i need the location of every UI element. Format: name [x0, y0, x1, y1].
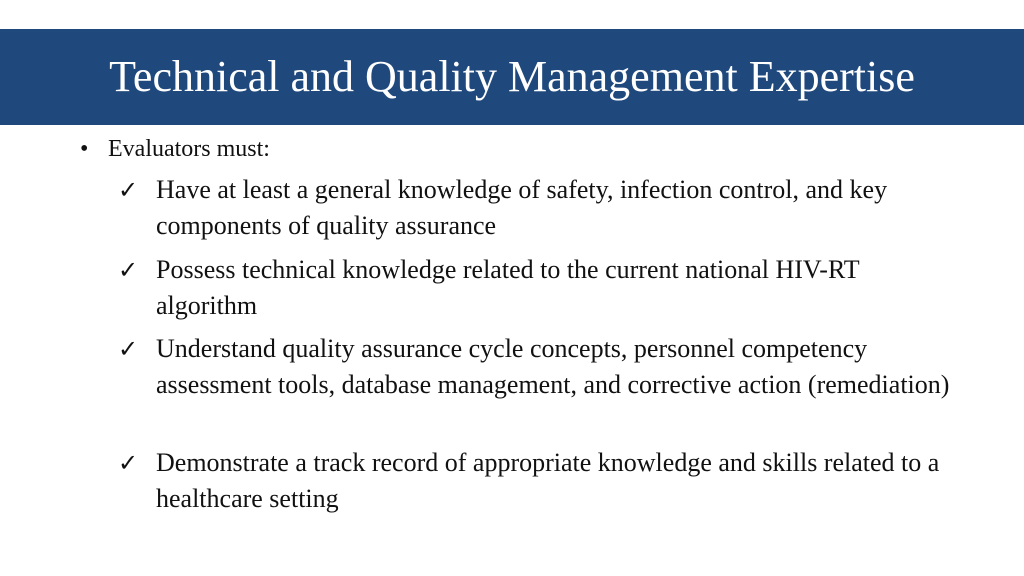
checklist-item-text: Understand quality assurance cycle concepts, personnel competency assessment tools, database management, and corrective action (remediation)	[156, 334, 950, 399]
checkmark-icon: ✓	[118, 176, 139, 204]
slide-title: Technical and Quality Management Expertise	[109, 52, 915, 101]
checklist-item-3	[118, 331, 958, 403]
bullet-icon: •	[80, 136, 89, 162]
checklist-item-1	[118, 172, 958, 244]
intro-bullet	[80, 134, 270, 164]
checklist-item-4	[118, 445, 958, 517]
checklist-item-text: Have at least a general knowledge of safety, infection control, and key components of quality assurance	[156, 175, 888, 240]
intro-text: Evaluators must:	[108, 136, 270, 162]
checkmark-icon: ✓	[118, 449, 139, 477]
checklist-item-text: Possess technical knowledge related to the current national HIV-RT algorithm	[156, 255, 860, 320]
checkmark-icon: ✓	[118, 335, 139, 363]
checkmark-icon: ✓	[118, 256, 139, 284]
checklist-item-2	[118, 252, 958, 324]
checklist-item-text: Demonstrate a track record of appropriate knowledge and skills related to a healthcare setting	[156, 448, 940, 513]
